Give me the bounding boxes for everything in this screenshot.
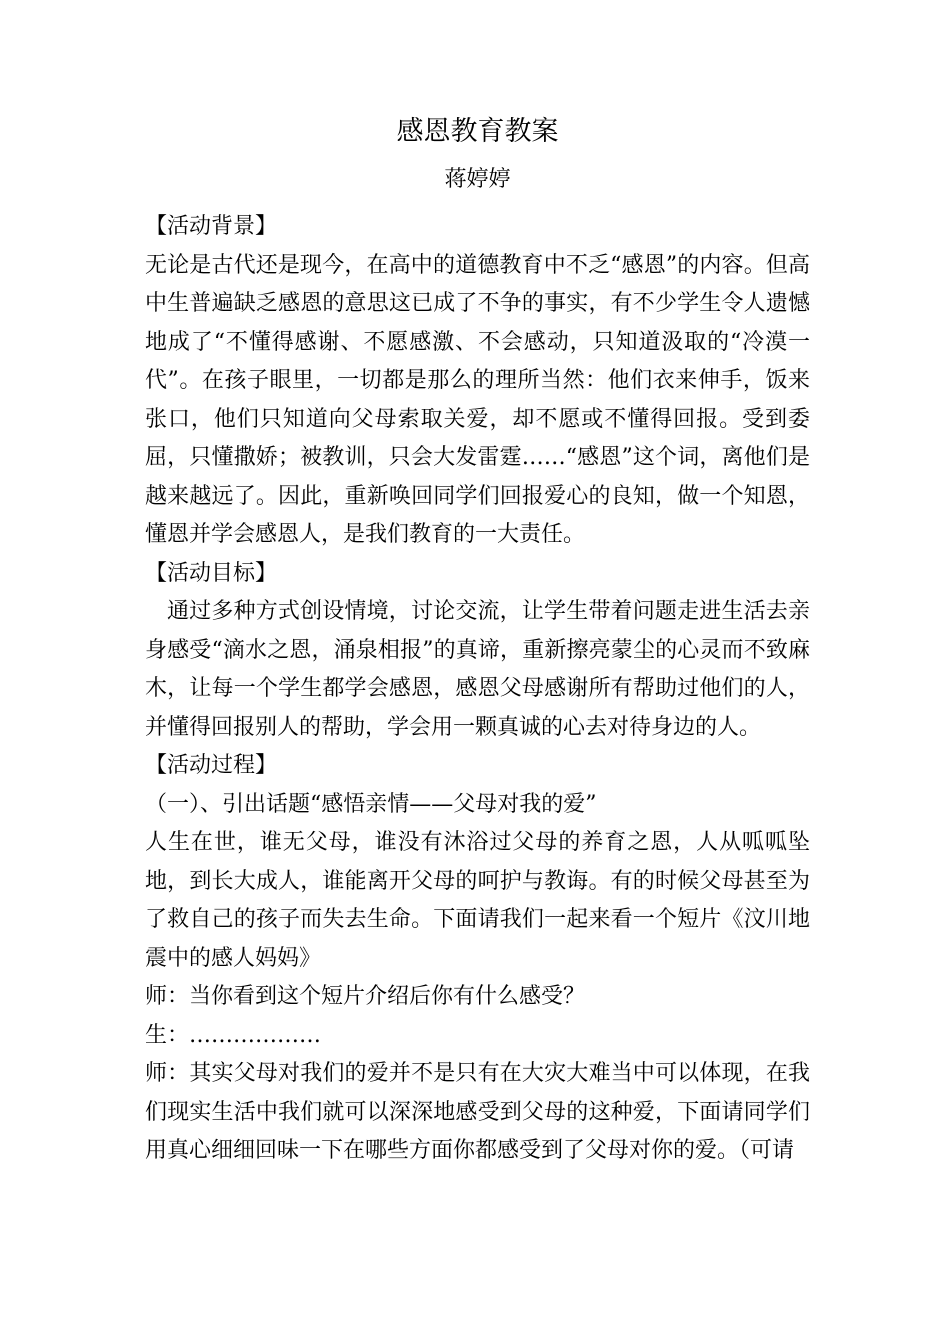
document-author: 蒋婷婷 <box>444 167 511 192</box>
section-heading-background: 【活动背景】 <box>145 214 278 239</box>
teacher-question: 师：当你看到这个短片介绍后你有什么感受？ <box>145 984 586 1009</box>
process-subheading: （一）、引出话题“感悟亲情——父母对我的爱” <box>145 791 597 817</box>
section-heading-process: 【活动过程】 <box>145 753 278 778</box>
teacher-statement: 师：其实父母对我们的爱并不是只有在大灾大难当中可以体现，在我们现实生活中我们就可以深深地感受到父母的这种爱，下面请同学们用真心细细回味一下在哪些方面你都感受到了父母对你的爱。（可请 <box>145 1061 810 1163</box>
document-body <box>145 108 810 1171</box>
goal-paragraph: 通过多种方式创设情境，讨论交流，让学生带着问题走进生活去亲身感受“滴水之恩，涌泉相报”的真谛，重新擦亮蒙尘的心灵而不致麻木，让每一个学生都学会感恩，感恩父母感谢所有帮助过他们的人，并懂得回报别人的帮助，学会用一颗真诚的心去对待身边的人。 <box>145 599 810 740</box>
process-paragraph: 人生在世，谁无父母，谁没有沐浴过父母的养育之恩，人从呱呱坠地，到长大成人，谁能离开父母的呵护与教诲。有的时候父母甚至为了救自己的孩子而失去生命。下面请我们一起来看一个短片《汶川地震中的感人妈妈》 <box>145 830 810 971</box>
document-title: 感恩教育教案 <box>396 116 559 147</box>
section-heading-goal: 【活动目标】 <box>145 560 278 586</box>
student-answer: 生：……………… <box>145 1022 322 1048</box>
background-paragraph: 无论是古代还是现今，在高中的道德教育中不乏“感恩”的内容。但高中生普遍缺乏感恩的意思这已成了不争的事实，有不少学生令人遗憾地成了“不懂得感谢、不愿感激、不会感动，只知道汲取的“冷漠一代”。在孩子眼里，一切都是那么的理所当然：他们衣来伸手，饭来张口，他们只知道向父母索取关爱，却不愿或不懂得回报。受到委屈，只懂撒娇；被教训，只会大发雷霆……“感恩”这个词，离他们是越来越远了。因此，重新唤回同学们回报爱心的良知，做一个知恩，懂恩并学会感恩人，是我们教育的一大责任。 <box>145 252 810 547</box>
